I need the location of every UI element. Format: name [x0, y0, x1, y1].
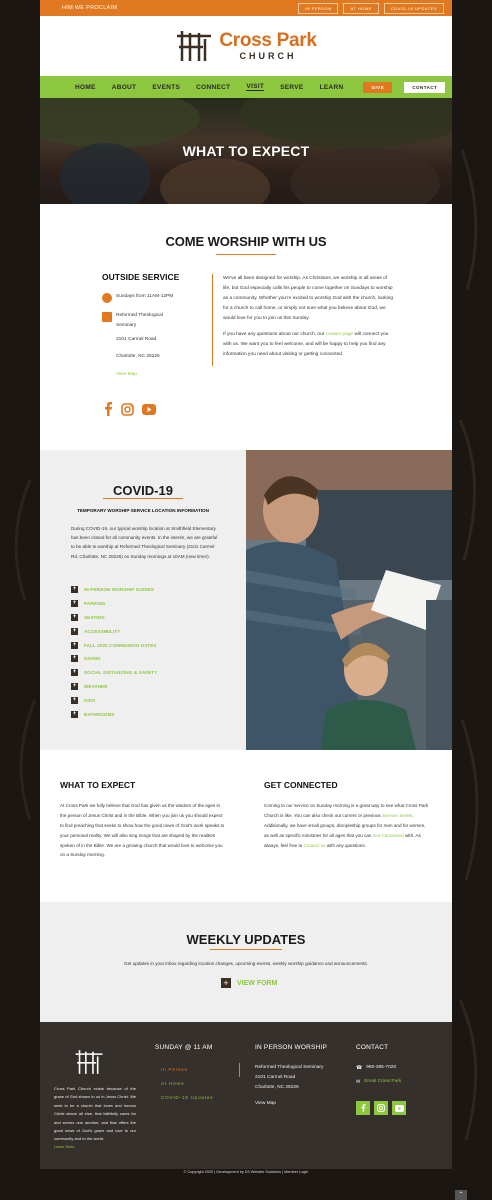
social-links	[104, 402, 156, 416]
plus-icon: +	[72, 586, 77, 593]
address-line: Seminary	[116, 323, 137, 329]
footer-in-person-heading: IN PERSON WORSHIP	[255, 1044, 328, 1051]
footer-address-line: 2101 Carmel Road	[255, 1075, 296, 1081]
footer-about-text: Cross Park Church exists because of the grace of God shown to us in Jesus Christ. We seek to be a church that loves and honors Christ above all else, that faithfully cares for and serves one another, and that offers the good news of God’s grace and love to our community and to the world.	[54, 1086, 136, 1142]
nav-about[interactable]: ABOUT	[111, 83, 137, 91]
contact-button[interactable]: CONTACT	[404, 82, 445, 93]
hero-banner	[40, 98, 452, 204]
outside-service	[102, 272, 212, 380]
plus-icon: +	[72, 696, 77, 703]
plus-icon: +	[72, 682, 77, 689]
nav-serve[interactable]: SERVE	[280, 83, 304, 91]
plus-icon: +	[221, 978, 231, 988]
address-line: Charlotte, NC 28226	[116, 354, 160, 360]
photo-illustration	[246, 450, 452, 750]
weekly-updates-heading: WEEKLY UPDATES	[186, 932, 306, 947]
accordion-label: KIDS	[84, 697, 96, 703]
accordion-item[interactable]	[71, 597, 231, 611]
accordion-label: GIVING	[84, 656, 101, 662]
footer-youtube-icon[interactable]	[392, 1101, 406, 1115]
contact-us-link[interactable]: Contact us	[303, 842, 326, 848]
accordion-item[interactable]	[71, 666, 231, 680]
covid-section	[40, 450, 452, 750]
plus-icon: +	[72, 627, 77, 634]
footer-sunday-heading: SUNDAY @ 11 AM	[155, 1044, 213, 1051]
plus-icon: +	[72, 600, 77, 607]
phone-icon: ☎	[356, 1065, 363, 1071]
footer-phone-text: 980-285-7020	[366, 1065, 397, 1071]
leaf-decoration-left	[0, 0, 40, 1200]
accordion-label: ACCESSIBILITY	[84, 628, 121, 634]
plus-icon: +	[72, 710, 77, 717]
email-icon: ✉	[356, 1078, 361, 1085]
accordion-item[interactable]	[71, 652, 231, 666]
sunday-links	[155, 1063, 240, 1105]
heading-underline	[103, 498, 183, 499]
weekly-updates-section	[40, 902, 452, 1022]
worship-para-2-text: will connect you with us. We want you to feel welcome, and will be happy to help you find any information you need about visiting or getting connected.	[223, 332, 389, 358]
logo-title: Cross Park	[219, 30, 317, 51]
footer-link-at-home[interactable]: At Home	[161, 1081, 185, 1086]
accordion-label: BATHROOMS	[84, 711, 115, 717]
get-connected-text	[264, 801, 429, 850]
worship-para-2	[223, 330, 393, 360]
instagram-icon[interactable]	[121, 403, 134, 416]
give-button[interactable]: GIVE	[363, 82, 392, 93]
slogan: HIM WE PROCLAIM	[62, 5, 118, 11]
footer-link-covid-updates[interactable]: COVID-19 Updates	[161, 1095, 214, 1100]
nav-events[interactable]: EVENTS	[152, 83, 181, 91]
service-address	[102, 311, 212, 362]
logo-subtitle: CHURCH	[239, 51, 297, 61]
page-title: WHAT TO EXPECT	[182, 143, 310, 159]
scroll-to-top-button[interactable]	[455, 1190, 467, 1200]
footer-contact-heading: CONTACT	[356, 1044, 389, 1051]
footer-address-line: Charlotte, NC 28226	[255, 1085, 299, 1091]
footer-email[interactable]	[356, 1077, 446, 1088]
top-link-in-person[interactable]: IN PERSON	[298, 3, 339, 14]
view-form-label: VIEW FORM	[237, 979, 278, 987]
get-connected-text-part: with. As always, feel free to	[264, 832, 421, 848]
footer-sunday	[155, 1044, 240, 1105]
footer-view-map-link[interactable]: View Map	[255, 1101, 276, 1107]
map-icon	[102, 312, 112, 322]
nav-home[interactable]: HOME	[75, 83, 96, 91]
chevron-up-icon: ⌃	[458, 1192, 464, 1198]
worship-section	[40, 204, 452, 450]
nav-visit[interactable]: VISIT	[246, 83, 265, 90]
worship-para-2-text: If you have any questions about our church, our	[223, 332, 326, 338]
accordion-label: SOCIAL DISTANCING & SAFETY	[84, 670, 158, 676]
learn-more-link[interactable]: Learn More	[54, 1144, 75, 1149]
divider	[212, 274, 213, 366]
accordion-item[interactable]	[71, 611, 231, 625]
site-wrapper	[40, 0, 452, 1169]
get-connected	[264, 780, 429, 850]
what-to-expect-heading: WHAT TO EXPECT	[60, 780, 136, 790]
plus-icon: +	[72, 641, 77, 648]
covid-photo	[246, 450, 452, 750]
heading-underline	[210, 949, 282, 950]
weekly-updates-text: Get updates in your inbox regarding location changes, upcoming events, weekly worship guidance and announcements.	[124, 961, 368, 966]
view-form-button[interactable]	[221, 978, 277, 988]
worship-heading: COME WORSHIP WITH US	[165, 234, 327, 249]
covid-heading: COVID-19	[113, 483, 173, 498]
expect-section	[40, 750, 452, 902]
accordion-label: FALL 2020 COMMUNION DATES	[84, 642, 157, 648]
covid-description: During COVID-19, our typical worship location at Smithfield Elementary has been closed for all community events. In the interim, we are grateful to be able to worship at Reformed Theological Seminary (2101 Carmel Rd, Charlotte, NC 28226) on Sunday mornings at 10AM (new time!).	[71, 526, 218, 559]
logo[interactable]	[175, 29, 316, 63]
clock-icon	[102, 293, 112, 303]
get-connected-heading: GET CONNECTED	[264, 780, 338, 790]
accordion-item[interactable]	[71, 707, 231, 721]
service-time-text: Sundays from 11AM-12PM	[116, 294, 174, 299]
cross-logo-icon	[175, 29, 213, 63]
accordion-item[interactable]	[71, 624, 231, 638]
footer-cross-logo-icon	[74, 1048, 104, 1076]
footer-email-text: Email Cross Park	[364, 1078, 402, 1084]
footer-facebook-icon[interactable]	[356, 1101, 370, 1115]
address-line: 2101 Carmel Road	[116, 337, 157, 343]
what-to-expect-text: At Cross Park we fully believe that God has given us the wisdom of the ages in the person of Jesus Christ and in the Bible. When you join us you should expect to find preaching that seeks to show how the good news of God’s work speaks to your personal reality. We will also sing songs that are shaped by the realities spoken of in the Bible. We are a growing church that would love to welcome you on a Sunday morning.	[60, 803, 225, 858]
nav-connect[interactable]: CONNECT	[196, 83, 231, 91]
covid-subheading: TEMPORARY WORSHIP SERVICE LOCATION INFORMATION	[77, 508, 209, 513]
footer-link-in-person[interactable]: In Person	[155, 1063, 240, 1077]
nav-learn[interactable]: LEARN	[319, 83, 344, 91]
copyright: © Copyright 2020 | Development by D3 Website Solutions | Member Login	[183, 1170, 309, 1174]
what-to-expect	[60, 780, 225, 860]
site-footer	[40, 1022, 452, 1169]
worship-para-1: We’ve all been designed for worship. As Christians, we worship in all areas of life, but God especially calls his people to come together on Sundays to worship as a community. Whether you’re excited to worship God with the church, looking for a church to call home, or simply not sure what you believe about God, we would love for you to join us this Sunday.	[223, 276, 394, 322]
worship-description	[223, 274, 393, 361]
top-link-at-home[interactable]: AT HOME	[343, 3, 378, 14]
footer-address-line: Reformed Theological Seminary	[255, 1065, 324, 1070]
youtube-icon[interactable]	[142, 404, 156, 415]
get-connected-text-part: . Additionally, we have small groups, discipleship groups for men and for women, as well as specific ministries for all ages that you can	[264, 812, 426, 838]
get-connected-text-part: with any questions.	[325, 842, 366, 848]
footer-contact	[356, 1044, 446, 1115]
accordion-item[interactable]	[71, 638, 231, 652]
accordion-label: PARKING	[84, 601, 106, 607]
address-line: Reformed Theological	[116, 313, 163, 318]
footer-instagram-icon[interactable]	[374, 1101, 388, 1115]
accordion-item[interactable]	[71, 583, 231, 597]
footer-in-person	[255, 1044, 345, 1109]
leaf-decoration-right	[452, 0, 492, 1200]
service-time	[102, 292, 212, 303]
accordion-label: IN-PERSON WORSHIP GUIDES	[84, 587, 154, 593]
accordion-item[interactable]	[71, 680, 231, 694]
top-links	[298, 3, 444, 14]
footer-social	[356, 1101, 446, 1115]
covid-accordion	[71, 583, 231, 721]
contact-page-link[interactable]: contact page	[325, 332, 354, 338]
plus-icon: +	[72, 655, 77, 662]
plus-icon: +	[72, 669, 77, 676]
covid-info	[40, 450, 246, 750]
get-connected-link[interactable]: Get Connected	[372, 832, 404, 838]
top-bar	[40, 0, 452, 16]
footer-phone[interactable]	[356, 1063, 446, 1074]
accordion-label: WEATHER	[84, 683, 108, 689]
outside-service-heading: OUTSIDE SERVICE	[102, 272, 180, 282]
accordion-label: SEATING	[84, 614, 105, 620]
plus-icon: +	[72, 613, 77, 620]
main-nav	[40, 76, 452, 98]
site-header	[40, 16, 452, 76]
get-connected-text-part: Coming to our service on Sunday morning is a great way to see what Cross Park Church is like. You can also check out current or previous	[264, 803, 429, 818]
sermon-series-link[interactable]: Sermon Series	[381, 812, 413, 818]
accordion-item[interactable]	[71, 693, 231, 707]
facebook-icon[interactable]	[104, 402, 113, 416]
heading-underline	[216, 254, 276, 255]
view-map-link[interactable]: View Map	[116, 372, 137, 378]
top-link-covid-updates[interactable]: COVID-19 UPDATES	[384, 3, 444, 14]
